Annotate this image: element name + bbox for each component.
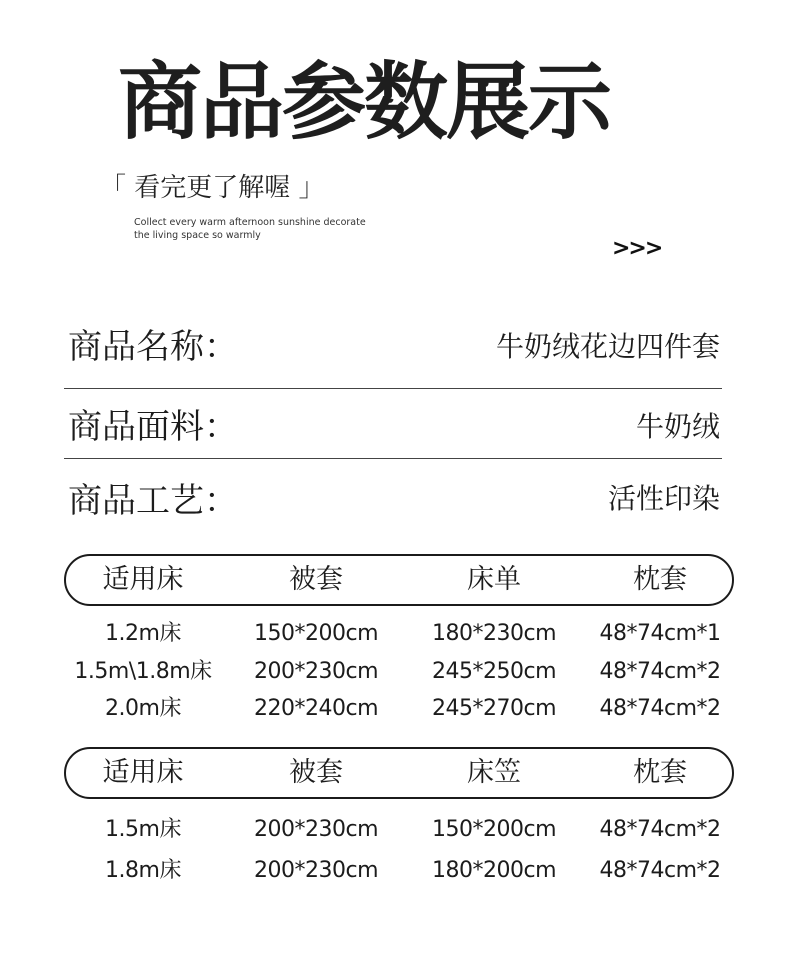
table2-cell: 48*74cm*2 [599, 817, 721, 842]
page-title: 商品参数展示 [118, 53, 611, 151]
table1-cell: 220*240cm [253, 696, 378, 721]
divider [64, 388, 722, 389]
table2-header-bed: 适用床 [102, 757, 184, 788]
table2-cell: 200*230cm [253, 858, 378, 883]
tagline-line-1: Collect every warm afternoon sunshine decorate [134, 217, 366, 228]
param-fabric-value: 牛奶绒 [635, 410, 720, 443]
table1-header-duvet: 被套 [289, 564, 343, 595]
table1-cell: 1.5m\1.8m床 [74, 659, 212, 684]
table2-header-duvet: 被套 [289, 757, 343, 788]
table2-header-fitted-sheet: 床笠 [467, 757, 521, 788]
table2-cell: 200*230cm [253, 817, 378, 842]
table1-cell: 180*230cm [431, 621, 556, 646]
table2-cell: 150*200cm [431, 817, 556, 842]
table1-cell: 2.0m床 [105, 696, 181, 721]
table2-cell: 1.8m床 [105, 858, 181, 883]
table1-cell: 48*74cm*1 [599, 621, 721, 646]
page-subtitle: 「 看完更了解喔 」 [100, 173, 325, 203]
param-name-value: 牛奶绒花边四件套 [495, 330, 720, 363]
table2-header-pillowcase: 枕套 [633, 757, 687, 788]
divider [64, 458, 722, 459]
table1-header-sheet: 床单 [467, 564, 521, 595]
table1-cell: 48*74cm*2 [599, 659, 721, 684]
arrows-icon: >>> [612, 236, 662, 261]
table2-cell: 48*74cm*2 [599, 858, 721, 883]
table1-cell: 48*74cm*2 [599, 696, 721, 721]
table1-cell: 245*270cm [431, 696, 556, 721]
table1-cell: 150*200cm [253, 621, 378, 646]
table1-cell: 1.2m床 [105, 621, 181, 646]
table2-cell: 180*200cm [431, 858, 556, 883]
table1-cell: 245*250cm [431, 659, 556, 684]
table1-header-pillowcase: 枕套 [633, 564, 687, 595]
param-fabric-label: 商品面料： [68, 407, 238, 447]
param-craft-label: 商品工艺： [68, 481, 238, 521]
table1-header-bed: 适用床 [102, 564, 184, 595]
table2-cell: 1.5m床 [105, 817, 181, 842]
param-name-label: 商品名称： [68, 327, 238, 367]
param-craft-value: 活性印染 [607, 482, 720, 515]
tagline-line-2: the living space so warmly [134, 230, 261, 241]
table1-cell: 200*230cm [253, 659, 378, 684]
